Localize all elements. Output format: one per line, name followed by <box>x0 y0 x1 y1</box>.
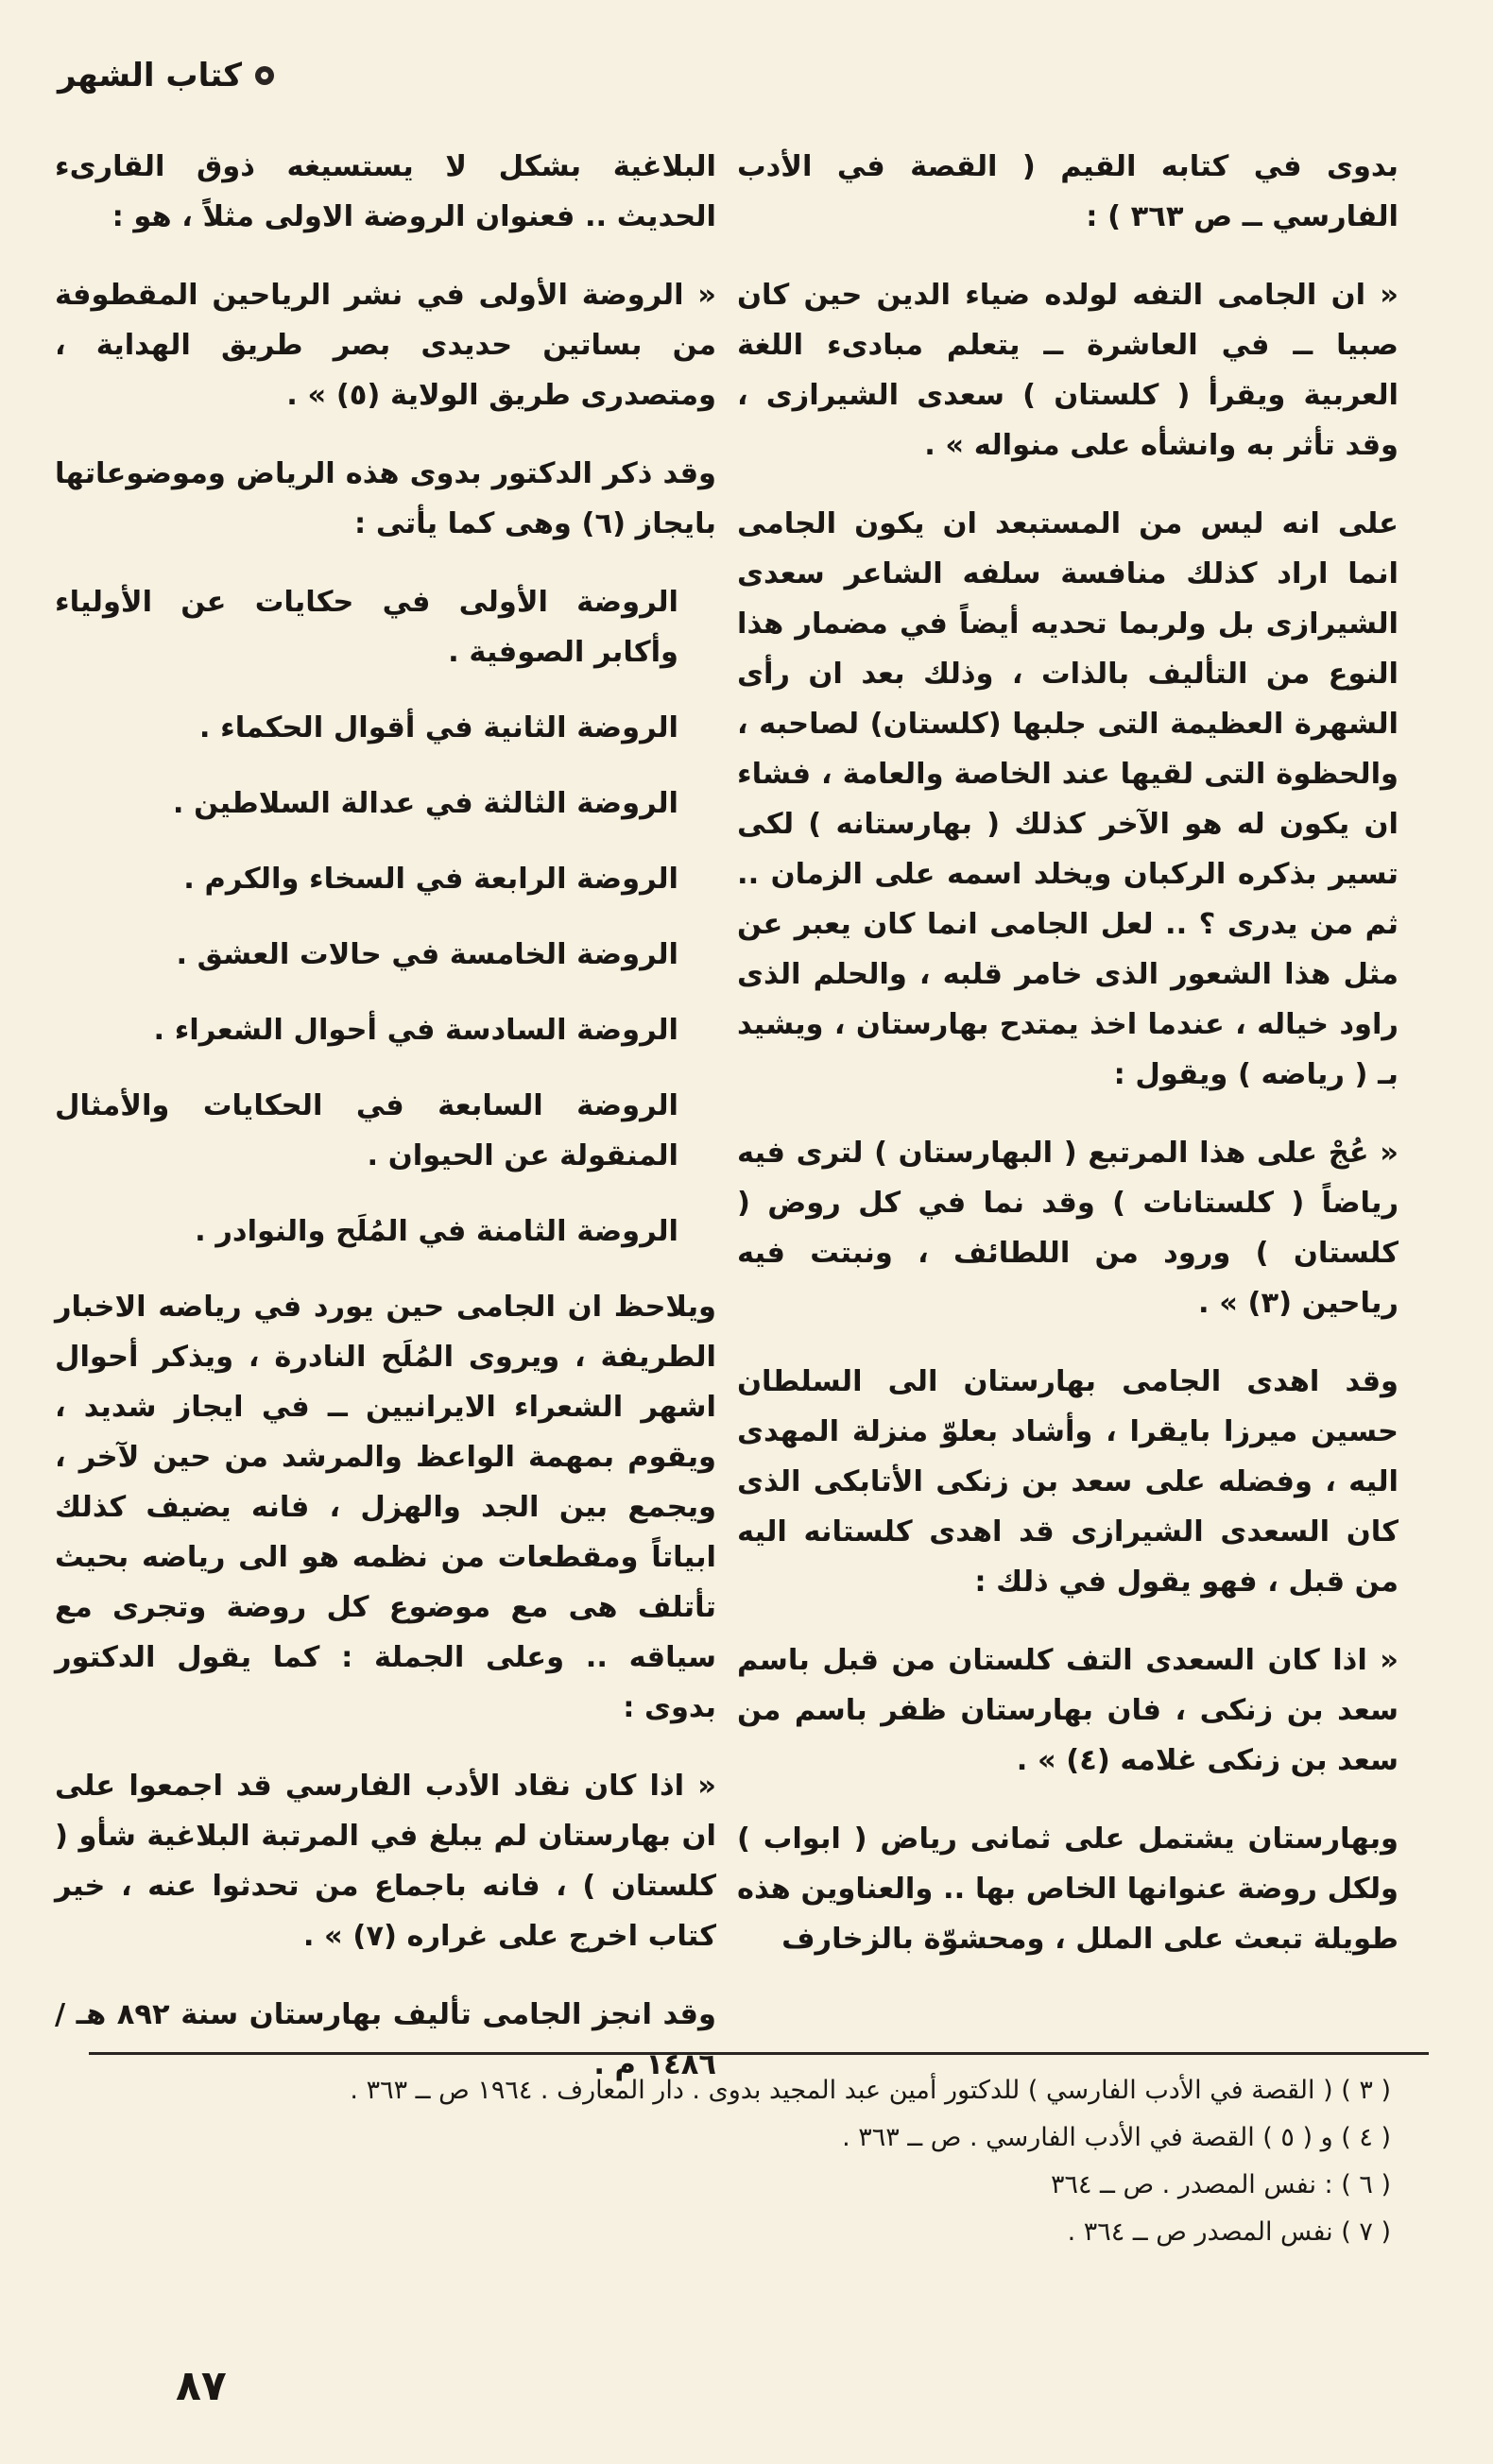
footnote: ( ٦ ) : نفس المصدر . ص ــ ٣٦٤ <box>1050 2170 1391 2199</box>
gardens-list <box>55 577 716 1257</box>
quotation: « ان الجامى التفه لولده ضياء الدين حين كان صبيا ــ في العاشرة ــ يتعلم مبادىء اللغة العربية ويقرأ ( كلستان ) سعدى الشيرازى ، وقد تأثر به وانشأه على منواله » . <box>737 279 1399 462</box>
list-item: الروضة الرابعة في السخاء والكرم . <box>183 863 678 896</box>
list-item: الروضة الثامنة في المُلَح والنوادر . <box>195 1215 678 1248</box>
footnote: ( ٣ ) ( القصة في الأدب الفارسي ) للدكتور أمين عبد المجيد بدوى . دار المعارف . ١٩٦٤ ص ــ ٣٦٣ . <box>350 2076 1391 2105</box>
quotation: « الروضة الأولى في نشر الرياحين المقطوفة من بساتين حديدى بصر طريق الهداية ، ومتصدرى طريق الولاية (٥) » . <box>55 279 716 412</box>
list-item: الروضة السادسة في أحوال الشعراء . <box>153 1014 678 1047</box>
paragraph: بدوى في كتابه القيم ( القصة في الأدب الفارسي ــ ص ٣٦٣ ) : <box>737 150 1399 233</box>
list-item: الروضة الثانية في أقوال الحكماء . <box>198 711 678 744</box>
quotation: « عُجْ على هذا المرتبع ( البهارستان ) لترى فيه رياضاً ( كلستانات ) وقد نما في كل روض ( كلستان ) ورود من اللطائف ، ونبتت فيه رياحين (٣) » . <box>737 1137 1399 1320</box>
paragraph: وقد انجز الجامى تأليف بهارستان سنة ٨٩٢ هـ / ١٤٨٦ م . <box>55 1998 716 2081</box>
paragraph: على انه ليس من المستبعد ان يكون الجامى انما اراد كذلك منافسة سلفه الشاعر سعدى الشيرازى بل ولربما تحديه أيضاً في مضمار هذا النوع من التأليف بالذات ، وذلك بعد ان رأى الشهرة العظيمة التى جلبها (كلستان) لصاحبه ، والحظوة التى لقيها عند الخاصة والعامة ، فشاء ان يكون له هو الآخر كذلك ( بهارستانه ) لكى تسير بذكره الركبان ويخلد اسمه على الزمان .. ثم من يدرى ؟ .. لعل الجامى انما كان يعبر عن مثل هذا الشعور الذى خامر قلبه ، والحلم الذى راود خياله ، عندما اخذ يمتدح بهارستان ، ويشيد بـ ( رياضه ) ويقول : <box>737 507 1399 1091</box>
paragraph: البلاغية بشكل لا يستسيغه ذوق القارىء الحديث .. فعنوان الروضة الاولى مثلاً ، هو : <box>55 150 716 233</box>
list-item: الروضة السابعة في الحكايات والأمثال المنقولة عن الحيوان . <box>55 1089 678 1172</box>
paragraph: وبهارستان يشتمل على ثمانى رياض ( ابواب ) ولكل روضة عنوانها الخاص بها .. والعناوين هذه طويلة تبعث على الملل ، ومحشوّة بالزخارف <box>737 1822 1399 1956</box>
paragraph: ويلاحظ ان الجامى حين يورد في رياضه الاخبار الطريفة ، ويروى المُلَح النادرة ، ويذكر أحوال اشهر الشعراء الايرانيين ــ في ايجاز شديد ، ويقوم بمهمة الواعظ والمرشد من حين لآخر ، ويجمع بين الجد والهزل ، فانه يضيف كذلك ابياتاً ومقطعات من نظمه هو الى رياضه بحيث تأتلف هى مع موضوع كل روضة وتجرى مع سياقه .. وعلى الجملة : كما يقول الدكتور بدوى : <box>55 1291 716 1724</box>
footnote: ( ٧ ) نفس المصدر ص ــ ٣٦٤ . <box>1067 2217 1391 2247</box>
quotation: « اذا كان نقاد الأدب الفارسي قد اجمعوا على ان بهارستان لم يبلغ في المرتبة البلاغية شأو ( كلستان ) ، فانه باجماع من تحدثوا عنه ، خير كتاب اخرج على غراره (٧) » . <box>55 1770 716 1953</box>
bullet-icon <box>255 66 274 85</box>
section-title: كتاب الشهر <box>57 57 242 94</box>
list-item: الروضة الخامسة في حالات العشق . <box>176 938 678 971</box>
right-column <box>737 142 1399 1993</box>
footnote: ( ٤ ) و ( ٥ ) القصة في الأدب الفارسي . ص ــ ٣٦٣ . <box>842 2123 1391 2152</box>
quotation: « اذا كان السعدى التف كلستان من قبل باسم سعد بن زنكى ، فان بهارستان ظفر باسم من سعد بن زنكى غلامه (٤) » . <box>737 1644 1399 1777</box>
footnotes <box>68 2067 1391 2256</box>
footnote-divider <box>89 2052 1429 2055</box>
list-item: الروضة الأولى في حكايات عن الأولياء وأكابر الصوفية . <box>55 586 678 669</box>
list-item: الروضة الثالثة في عدالة السلاطين . <box>172 787 678 820</box>
running-header <box>19 47 274 104</box>
left-column <box>55 142 716 2118</box>
paragraph: وقد اهدى الجامى بهارستان الى السلطان حسين ميرزا بايقرا ، وأشاد بعلوّ منزلة المهدى اليه ، وفضله على سعد بن زنكى الأتابكى الذى كان السعدى الشيرازى قد اهدى كلستانه اليه من قبل ، فهو يقول في ذلك : <box>737 1365 1399 1599</box>
paragraph: وقد ذكر الدكتور بدوى هذه الرياض وموضوعاتها بايجاز (٦) وهى كما يأتى : <box>55 457 716 540</box>
page-number: ٨٧ <box>176 2362 227 2410</box>
